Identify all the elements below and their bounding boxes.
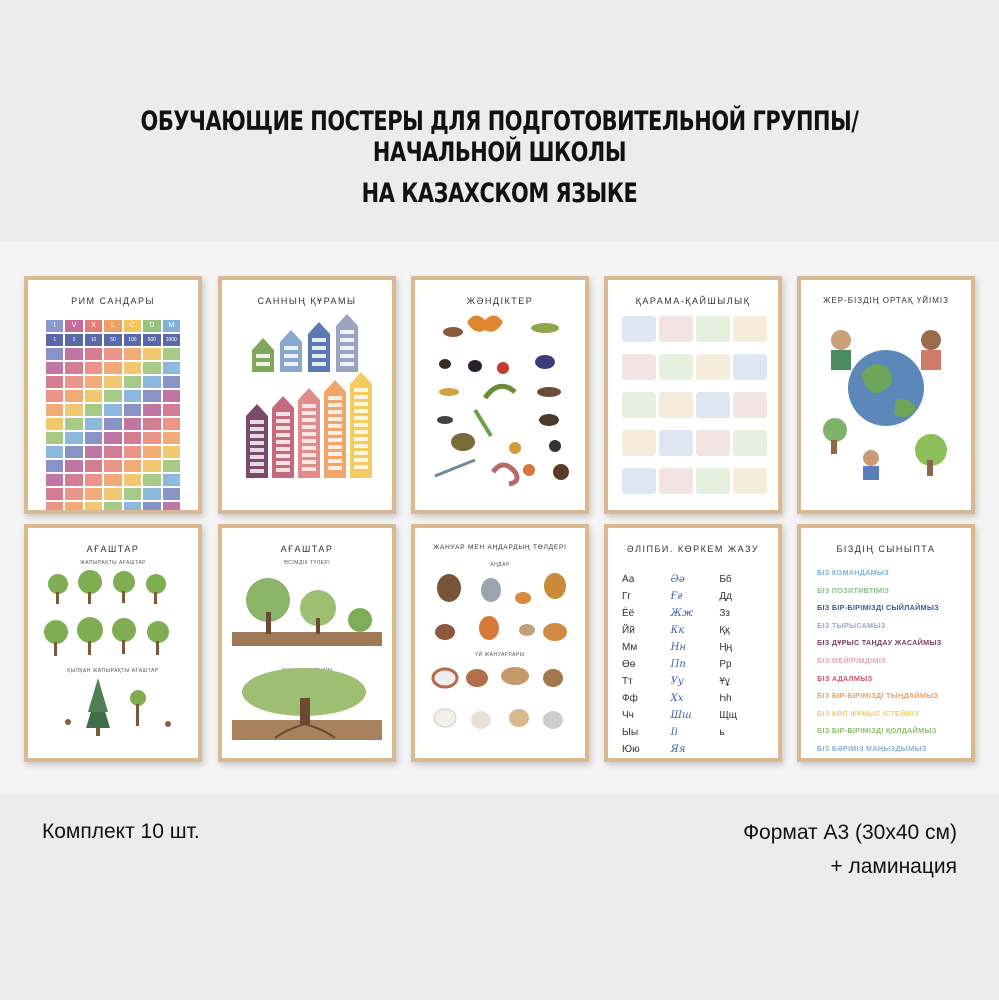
roman-grid-cell (65, 418, 82, 430)
poster-sheet (415, 528, 585, 758)
opposite-card (622, 430, 656, 456)
roman-grid-cell (65, 376, 82, 388)
poster-sheet (608, 280, 778, 510)
alphabet-letter: Іі (670, 727, 678, 738)
roman-grid-cell (104, 418, 121, 430)
roman-grid-cell (124, 362, 141, 374)
poster-title: ЖЕР-БІЗДІҢ ОРТАҚ ҮЙІМІЗ (823, 296, 949, 305)
poster-sheet (608, 528, 778, 758)
alphabet-letter: Ұұ (719, 676, 730, 687)
classroom-rule: БІЗ КӨП ЖҰМЫС ІСТЕЙМІЗ (817, 708, 919, 718)
insects-illustration (415, 280, 585, 510)
roman-grid-cell (65, 460, 82, 472)
classroom-rule: БІЗ БІР-БІРІМІЗДІ ҚОЛДАЙМЫЗ (817, 726, 937, 736)
poster-alphabet (604, 524, 782, 762)
alphabet-letter: Шш (670, 710, 692, 721)
classroom-rule: БІЗ БІР-БІРІМІЗДІ СЫЙЛАЙМЫЗ (817, 603, 939, 613)
alphabet-letter: Аа (622, 574, 635, 585)
section-label: ЖАПЫРАҚТЫ АҒАШТАР (79, 560, 147, 566)
tree-structure-illustration (222, 528, 392, 758)
section-label: АҢДАР (490, 562, 510, 568)
roman-grid-cell (163, 376, 180, 388)
roman-grid-cell (104, 348, 121, 360)
classroom-rule: БІЗ БӘРІМІЗ МАҢЫЗДЫМЫЗ (817, 743, 927, 753)
roman-grid-cell (143, 376, 160, 388)
trees-illustration (28, 528, 198, 758)
roman-grid-cell (85, 404, 102, 416)
roman-grid-cell (46, 376, 63, 388)
opposite-card (622, 316, 656, 342)
alphabet-letter: Ңң (719, 642, 733, 653)
section-label: ҚЫЛҚАН ЖАПЫРАҚТЫ АҒАШТАР (67, 668, 159, 674)
opposite-card (622, 468, 656, 494)
classroom-rule: БІЗ КОМАНДАМЫЗ (817, 568, 890, 577)
roman-grid-cell (65, 390, 82, 402)
roman-grid-cell (143, 348, 160, 360)
alphabet-letter: Ққ (719, 625, 730, 636)
roman-grid-cell (85, 474, 102, 486)
poster-title: ЖАНУАР МЕН АҢДАРДЫҢ ТӨЛДЕРІ (433, 544, 567, 551)
arabic-number-cell: 1 (46, 334, 63, 346)
animals-illustration (415, 528, 585, 758)
opposite-card (659, 354, 693, 380)
roman-grid-cell (124, 460, 141, 472)
poster-title: БІЗДІҢ СЫНЫПТА (836, 544, 936, 554)
alphabet-letter: Дд (719, 591, 732, 602)
lamination-label: + ламинация (830, 855, 957, 878)
roman-grid-cell (104, 376, 121, 388)
classroom-rules-list (817, 568, 967, 758)
poster-sheet (28, 280, 198, 510)
opposite-card (696, 392, 730, 418)
format-info (743, 816, 957, 884)
roman-grid-cell (143, 488, 160, 500)
roman-grid-cell (143, 390, 160, 402)
opposite-card (733, 430, 767, 456)
classroom-rule: БІЗ МЕЙІРІМДІМІЗ (817, 655, 886, 665)
roman-grid-cell (46, 404, 63, 416)
roman-grid-cell (65, 502, 82, 510)
poster-sheet (28, 528, 198, 758)
roman-grid-cell (65, 474, 82, 486)
opposite-card (659, 430, 693, 456)
poster-animals-young (411, 524, 589, 762)
roman-grid-cell (104, 474, 121, 486)
roman-grid-cell (163, 418, 180, 430)
roman-grid-cell (85, 418, 102, 430)
roman-grid-cell (46, 418, 63, 430)
opposite-card (696, 354, 730, 380)
roman-grid-cell (163, 432, 180, 444)
poster-title: САННЫҢ ҚҰРАМЫ (257, 296, 357, 306)
alphabet-letter: Әә (670, 574, 685, 585)
poster-tree-structure (218, 524, 396, 762)
alphabet-grid (622, 574, 768, 755)
roman-grid-cell (124, 432, 141, 444)
roman-grid-cell (143, 362, 160, 374)
roman-numeral-cell: V (65, 320, 82, 332)
arabic-number-cell: 5 (65, 334, 82, 346)
roman-grid-cell (85, 348, 102, 360)
roman-grid-cell (46, 432, 63, 444)
poster-title: РИМ САНДАРЫ (71, 296, 155, 306)
poster-insects (411, 276, 589, 514)
roman-grid-cell (143, 418, 160, 430)
poster-number-composition (218, 276, 396, 514)
alphabet-letter: Юю (622, 744, 640, 755)
number-houses-illustration (222, 280, 392, 510)
roman-grid-cell (104, 390, 121, 402)
roman-grid-cell (46, 488, 63, 500)
roman-grid-cell (143, 432, 160, 444)
arabic-number-cell: 100 (124, 334, 141, 346)
arabic-number-cell: 500 (143, 334, 160, 346)
roman-numeral-cell: L (104, 320, 121, 332)
alphabet-letter: Чч (622, 710, 634, 721)
roman-grid-cell (85, 376, 102, 388)
roman-grid-cell (46, 348, 63, 360)
poster-sheet (801, 528, 971, 758)
roman-grid-cell (65, 404, 82, 416)
alphabet-letter: Фф (622, 693, 638, 704)
opposite-card (696, 430, 730, 456)
alphabet-letter: Тт (622, 676, 633, 687)
roman-grid-cell (65, 362, 82, 374)
poster-classroom-rules (797, 524, 975, 762)
alphabet-letter: Ғғ (670, 591, 683, 602)
roman-grid-cell (163, 446, 180, 458)
roman-grid-cell (104, 446, 121, 458)
alphabet-letter: Яя (670, 744, 686, 755)
earth-illustration (801, 280, 971, 510)
poster-title: ЖӘНДІКТЕР (466, 296, 534, 306)
roman-grid-cell (104, 362, 121, 374)
opposite-card (659, 316, 693, 342)
opposite-card (733, 468, 767, 494)
alphabet-letter: Гг (622, 591, 632, 602)
poster-title: АҒАШТАР (86, 544, 140, 554)
roman-grid-cell (104, 404, 121, 416)
alphabet-letter: Щщ (719, 710, 737, 721)
alphabet-letter: Уу (670, 676, 684, 687)
roman-grid-cell (124, 418, 141, 430)
roman-grid-cell (124, 404, 141, 416)
roman-grid-cell (85, 460, 102, 472)
poster-sheet (222, 280, 392, 510)
alphabet-letter: Нн (670, 642, 686, 653)
roman-grid-cell (104, 488, 121, 500)
roman-grid-cell (104, 460, 121, 472)
roman-grid-cell (143, 474, 160, 486)
classroom-rule: БІЗ ПОЗИТИВТІМІЗ (817, 585, 890, 595)
set-count-label: Комплект 10 шт. (42, 820, 200, 843)
roman-grid-cell (104, 432, 121, 444)
alphabet-letter: Рр (719, 659, 732, 670)
roman-grid-cell (46, 390, 63, 402)
poster-title: АҒАШТАР (280, 544, 334, 554)
roman-grid-cell (124, 446, 141, 458)
roman-grid-cell (124, 348, 141, 360)
alphabet-letter: ь (719, 727, 725, 738)
roman-grid-cell (143, 446, 160, 458)
poster-roman-numerals (24, 276, 202, 514)
roman-grid-cell (163, 474, 180, 486)
alphabet-letter: Бб (719, 574, 732, 585)
opposite-card (622, 392, 656, 418)
roman-grid-cell (46, 474, 63, 486)
alphabet-letter: Ёё (622, 608, 635, 619)
classroom-rule: БІЗ ТЫРЫСАМЫЗ (817, 620, 886, 630)
alphabet-letter: Ыы (622, 727, 639, 738)
roman-numeral-cell: X (85, 320, 102, 332)
roman-grid-cell (163, 488, 180, 500)
opposite-card (659, 468, 693, 494)
alphabet-letter: Хх (670, 693, 684, 704)
opposite-card (733, 316, 767, 342)
roman-grid-cell (65, 446, 82, 458)
header-band (0, 0, 999, 240)
roman-grid-cell (85, 432, 102, 444)
poster-sheet (222, 528, 392, 758)
roman-grid-cell (65, 488, 82, 500)
roman-grid-cell (143, 460, 160, 472)
alphabet-letter (719, 744, 768, 755)
poster-sheet (801, 280, 971, 510)
opposite-card (696, 468, 730, 494)
roman-grid-cell (65, 348, 82, 360)
roman-numeral-cell: D (143, 320, 160, 332)
roman-grid-cell (124, 376, 141, 388)
classroom-rule: БІЗ АДАЛМЫЗ (817, 673, 873, 683)
roman-grid-cell (85, 502, 102, 510)
poster-earth-home (797, 276, 975, 514)
roman-numeral-cell: C (124, 320, 141, 332)
roman-grid-cell (85, 362, 102, 374)
opposite-card (733, 354, 767, 380)
section-label: ҮЙ ЖАНУАРЛАРЫ (475, 652, 525, 658)
format-size-label: Формат А3 (30х40 см) (743, 821, 957, 844)
page-title-line-1: ОБУЧАЮЩИЕ ПОСТЕРЫ ДЛЯ ПОДГОТОВИТЕЛЬНОЙ ГРУППЫ/НАЧАЛЬНОЙ ШКОЛЫ (140, 106, 859, 168)
roman-grid-cell (104, 502, 121, 510)
poster-trees-leaves (24, 524, 202, 762)
roman-grid-cell (163, 460, 180, 472)
roman-numeral-grid (46, 320, 180, 510)
roman-grid-cell (65, 432, 82, 444)
roman-grid-cell (163, 502, 180, 510)
roman-grid-cell (46, 502, 63, 510)
roman-grid-cell (85, 446, 102, 458)
alphabet-letter: Пп (670, 659, 686, 670)
classroom-rule: БІЗ БІР-БІРІМІЗДІ ТЫҢДАЙМЫЗ (817, 691, 939, 701)
roman-grid-cell (46, 362, 63, 374)
poster-title: ҚАРАМА-ҚАЙШЫЛЫҚ (635, 296, 751, 306)
roman-grid-cell (163, 348, 180, 360)
roman-grid-cell (163, 362, 180, 374)
arabic-number-cell: 1000 (163, 334, 180, 346)
roman-grid-cell (124, 390, 141, 402)
opposite-card (622, 354, 656, 380)
poster-wall (0, 242, 999, 794)
section-label: ӨСІМДІК ТҮЛЕРІ (283, 560, 331, 566)
roman-grid-cell (46, 446, 63, 458)
roman-grid-cell (143, 502, 160, 510)
poster-title: ӘЛІПБИ. КӨРКЕМ ЖАЗУ (626, 544, 760, 554)
roman-grid-cell (124, 474, 141, 486)
roman-grid-cell (85, 390, 102, 402)
arabic-number-cell: 10 (85, 334, 102, 346)
opposite-card (696, 316, 730, 342)
opposite-card (659, 392, 693, 418)
roman-grid-cell (163, 404, 180, 416)
roman-grid-cell (46, 460, 63, 472)
alphabet-letter: Өө (622, 659, 636, 670)
alphabet-letter: Кк (670, 625, 685, 636)
alphabet-letter: Мм (622, 642, 638, 653)
alphabet-letter: Йй (622, 625, 635, 636)
classroom-rule: БІЗ ДҰРЫС ТАҢДАУ ЖАСАЙМЫЗ (817, 638, 942, 648)
alphabet-letter: Зз (719, 608, 730, 619)
roman-numeral-cell: I (46, 320, 63, 332)
poster-opposites (604, 276, 782, 514)
poster-sheet (415, 280, 585, 510)
alphabet-letter: Жж (670, 608, 694, 619)
alphabet-letter: Һһ (719, 693, 732, 704)
roman-grid-cell (124, 488, 141, 500)
roman-grid-cell (124, 502, 141, 510)
roman-numeral-cell: M (163, 320, 180, 332)
opposite-card (733, 392, 767, 418)
arabic-number-cell: 50 (104, 334, 121, 346)
roman-grid-cell (163, 390, 180, 402)
roman-grid-cell (143, 404, 160, 416)
roman-grid-cell (85, 488, 102, 500)
page-title-line-2: НА КАЗАХСКОМ ЯЗЫКЕ (361, 178, 638, 209)
